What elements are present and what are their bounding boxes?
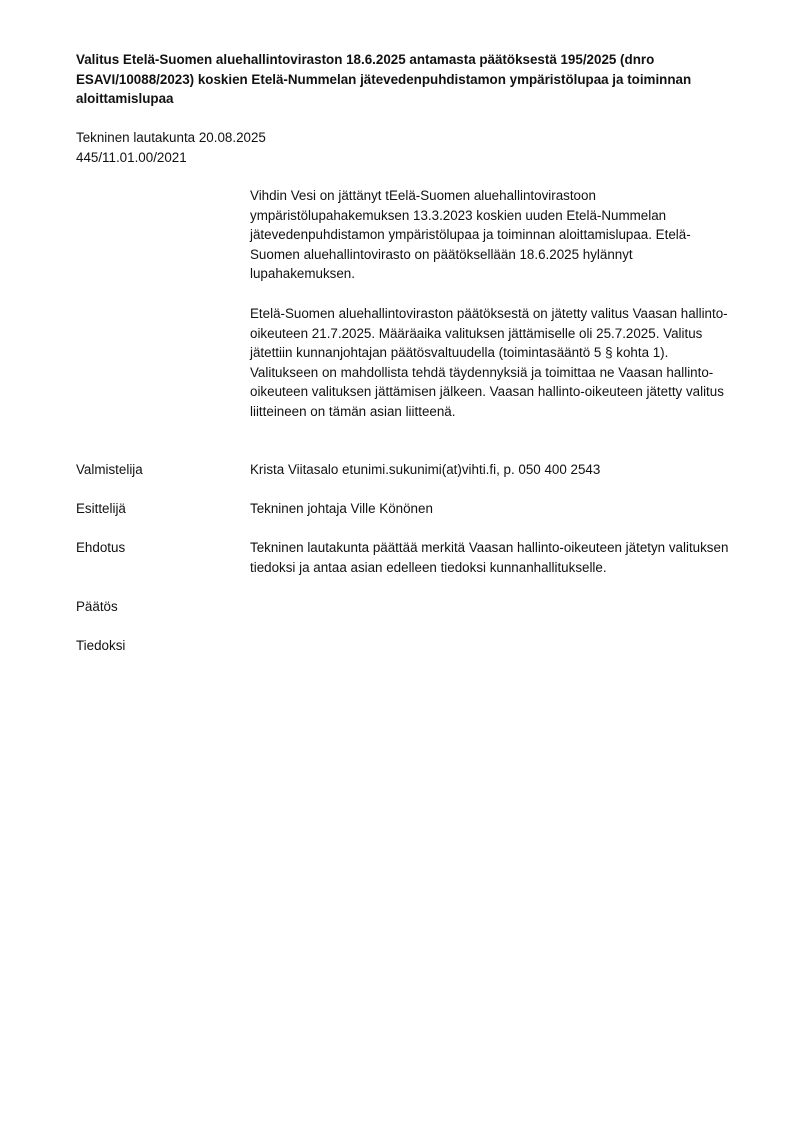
preparer-label: Valmistelija: [76, 462, 143, 477]
meeting-name: Tekninen lautakunta 20.08.2025: [76, 130, 266, 145]
decision-label: Päätös: [76, 599, 118, 614]
presenter-value: Tekninen johtaja Ville Könönen: [250, 501, 433, 516]
proposal-label: Ehdotus: [76, 540, 126, 555]
preparer-value: Krista Viitasalo etunimi.sukunimi(at)vihti.fi, p. 050 400 2543: [250, 462, 601, 477]
proposal-value: Tekninen lautakunta päättää merkitä Vaasan hallinto-oikeuteen jätetyn valituksen tiedoksi ja antaa asian edelleen tiedoksi kunnanhallitukselle.: [250, 540, 729, 575]
presenter-label: Esittelijä: [76, 501, 126, 516]
record-number: 445/11.01.00/2021: [76, 149, 187, 165]
document-title: Valitus Etelä-Suomen aluehallintoviraston 18.6.2025 antamasta päätöksestä 195/2025 (dnro ESAVI/10088/2023) koskien Etelä-Nummelan jätevedenpuhdistamon ympäristölupaa ja toiminnan aloittamislupaa: [76, 52, 692, 107]
background-paragraph: Vihdin Vesi on jättänyt tEelä-Suomen aluehallintovirastoon ympäristölupahakemuksen 13.3.2023 koskien uuden Etelä-Nummelan jätevedenpuhdistamon ympäristölupaa ja toiminnan aloittamislupaa. Etelä-Suomen aluehallintovirasto on päätöksellään 18.6.2025 hylännyt lupahakemuksen.: [250, 188, 691, 282]
appeal-paragraph: Etelä-Suomen aluehallintoviraston päätöksestä on jätetty valitus Vaasan hallinto-oikeuteen 21.7.2025. Määräaika valituksen jättämiselle oli 25.7.2025. Valitus jätettiin kunnanjohtajan päätösvaltuudella (toimintasääntö 5 § kohta 1). Valitukseen on mahdollista tehdä täydennyksiä ja toimittaa ne Vaasan hallinto-oikeuteen valituksen jättämisen jälkeen. Vaasan hallinto-oikeuteen jätetty valitus liitteineen on tämän asian liitteenä.: [250, 306, 728, 419]
meeting-info: [76, 128, 266, 167]
for-information-label: Tiedoksi: [76, 638, 126, 653]
